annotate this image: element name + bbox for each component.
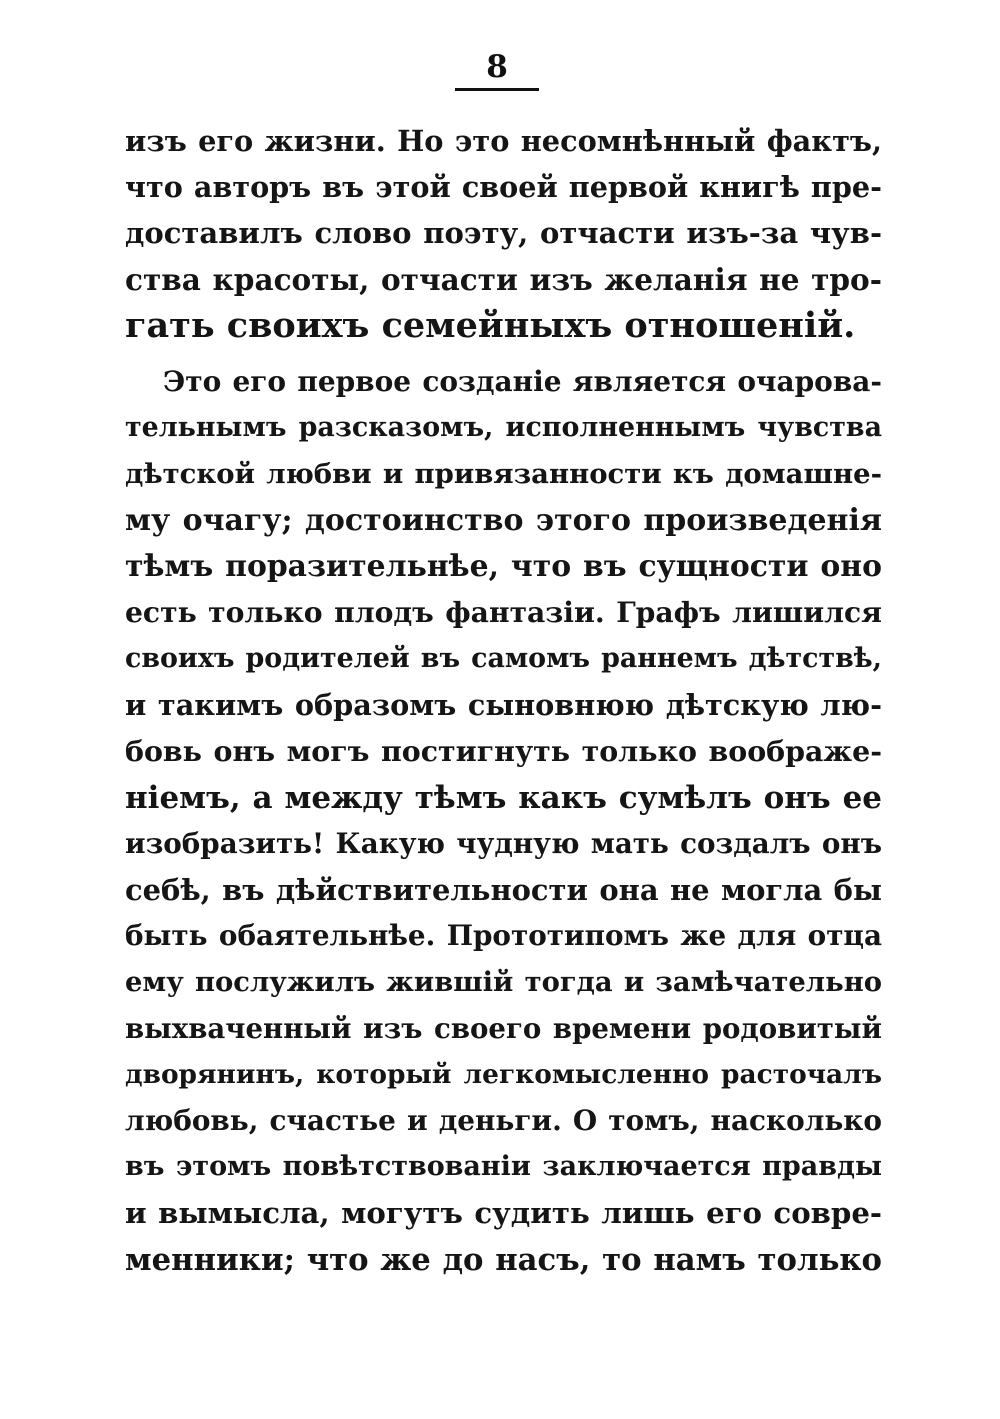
text-line: быть обаятельнѣе. Прототипомъ же для отца	[125, 919, 882, 953]
text-line: дворянинъ, который легкомысленно расточалъ	[125, 1058, 882, 1090]
text-line: тѣмъ поразительнѣе, что въ сущности оно	[125, 548, 882, 584]
text-line: Это его первое созданіе является очарова-	[163, 364, 882, 398]
text-line: что авторъ въ этой своей первой книгѣ пре-	[125, 170, 882, 205]
paragraph	[125, 359, 882, 1283]
page-number-rule	[455, 88, 539, 91]
text-line: есть только плодъ фантазіи. Графъ лишился	[125, 595, 882, 629]
text-line: своихъ родителей въ самомъ раннемъ дѣтствѣ,	[125, 643, 882, 675]
text-line: себѣ, въ дѣйствительности она не могла бы	[125, 873, 882, 907]
text-line: доставилъ слово поэту, отчасти изъ-за чув-	[125, 216, 882, 251]
text-line: изобразить! Какую чудную мать создалъ онъ	[125, 826, 882, 860]
text-line: тельнымъ разсказомъ, исполненнымъ чувства	[125, 412, 882, 444]
text-line: менники; что же до насъ, то намъ только	[125, 1241, 882, 1278]
paragraph-gap	[125, 349, 882, 359]
text-line: ему послужилъ жившій тогда и замѣчательно	[125, 966, 882, 999]
text-line: изъ его жизни. Но это несомнѣнный фактъ,	[125, 124, 882, 158]
text-line: гать своихъ семейныхъ отношеній.	[125, 304, 856, 346]
text-line: дѣтской любви и привязанности къ домашне-	[125, 458, 882, 491]
text-line: му очагу; достоинство этого произведенія	[125, 502, 882, 538]
body-text	[125, 118, 882, 1283]
text-line: любовь, счастье и деньги. О томъ, насколько	[125, 1103, 882, 1137]
text-line: и вымысла, могутъ судить лишь его совре-	[125, 1196, 882, 1231]
text-line: ніемъ, а между тѣмъ какъ сумѣлъ онъ ее	[125, 779, 882, 816]
text-line: выхваченный изъ своего времени родовитый	[125, 1011, 882, 1045]
text-line: ства красоты, отчасти изъ желанія не тро-	[125, 261, 882, 297]
page-number: 8	[486, 49, 508, 85]
text-line: и такимъ образомъ сыновнюю дѣтскую лю-	[125, 688, 882, 723]
text-line: бовь онъ могъ постигнуть только воображе-	[125, 734, 882, 769]
text-line: въ этомъ повѣтствованіи заключается правды	[125, 1151, 882, 1183]
paragraph	[125, 118, 882, 349]
